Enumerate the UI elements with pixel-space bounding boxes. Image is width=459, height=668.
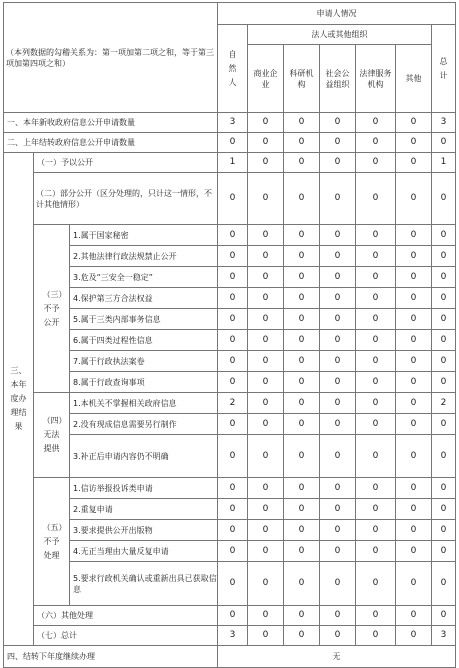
carryover-value: 无	[218, 646, 456, 668]
cell-other: 0	[396, 541, 432, 562]
cell-social-welfare: 0	[320, 541, 356, 562]
cell-research: 0	[284, 562, 320, 606]
header-social-welfare: 社会公益组织	[320, 45, 356, 113]
row-label: 8.属于行政查询事项	[70, 372, 218, 393]
header-research: 科研机构	[284, 45, 320, 113]
cell-legal-service: 0	[356, 153, 396, 173]
cell-natural-person: 0	[218, 478, 248, 499]
applications-statistics-table	[3, 2, 456, 668]
cell-natural-person: 3	[218, 626, 248, 646]
cell-total: 0	[432, 173, 456, 225]
cell-legal-service: 0	[356, 393, 396, 414]
row-label: 5.属于三类内部事务信息	[70, 309, 218, 330]
cell-total: 0	[432, 414, 456, 435]
cell-total: 3	[432, 626, 456, 646]
cell-other: 0	[396, 267, 432, 288]
cell-natural-person: 0	[218, 606, 248, 626]
cell-legal-service: 0	[356, 267, 396, 288]
cell-other: 0	[396, 393, 432, 414]
cell-social-welfare: 0	[320, 173, 356, 225]
row-label: 一、本年新收政府信息公开申请数量	[4, 113, 218, 133]
cell-social-welfare: 0	[320, 288, 356, 309]
cell-research: 0	[284, 246, 320, 267]
section-s4-label: （四）无法提供	[34, 393, 70, 478]
cell-social-welfare: 0	[320, 225, 356, 246]
cell-social-welfare: 0	[320, 606, 356, 626]
cell-other: 0	[396, 372, 432, 393]
row-label: 1.信访举报投诉类申请	[70, 478, 218, 499]
cell-social-welfare: 0	[320, 113, 356, 133]
header-total: 总计	[432, 25, 456, 113]
cell-other: 0	[396, 153, 432, 173]
cell-other: 0	[396, 435, 432, 478]
cell-natural-person: 1	[218, 153, 248, 173]
cell-legal-service: 0	[356, 372, 396, 393]
cell-natural-person: 0	[218, 288, 248, 309]
row-label: 4.无正当理由大量反复申请	[70, 541, 218, 562]
cell-natural-person: 0	[218, 520, 248, 541]
row-label: 4.保护第三方合法权益	[70, 288, 218, 309]
row-label: 1.属于国家秘密	[70, 225, 218, 246]
header-applicant-info: 申请人情况	[218, 3, 456, 25]
cell-social-welfare: 0	[320, 414, 356, 435]
cell-social-welfare: 0	[320, 267, 356, 288]
cell-natural-person: 0	[218, 351, 248, 372]
cell-total: 0	[432, 267, 456, 288]
cell-total: 0	[432, 309, 456, 330]
cell-total: 3	[432, 113, 456, 133]
cell-commercial: 0	[248, 478, 284, 499]
cell-legal-service: 0	[356, 173, 396, 225]
cell-research: 0	[284, 153, 320, 173]
cell-other: 0	[396, 626, 432, 646]
cell-research: 0	[284, 351, 320, 372]
cell-legal-service: 0	[356, 435, 396, 478]
cell-research: 0	[284, 173, 320, 225]
cell-commercial: 0	[248, 499, 284, 520]
cell-natural-person: 3	[218, 113, 248, 133]
cell-total: 0	[432, 288, 456, 309]
cell-commercial: 0	[248, 246, 284, 267]
row-label: 6.属于四类过程性信息	[70, 330, 218, 351]
cell-legal-service: 0	[356, 225, 396, 246]
cell-social-welfare: 0	[320, 246, 356, 267]
cell-legal-service: 0	[356, 113, 396, 133]
cell-commercial: 0	[248, 225, 284, 246]
cell-legal-service: 0	[356, 606, 396, 626]
cell-total: 0	[432, 520, 456, 541]
cell-other: 0	[396, 288, 432, 309]
cell-commercial: 0	[248, 606, 284, 626]
cell-other: 0	[396, 351, 432, 372]
cell-other: 0	[396, 133, 432, 153]
cell-research: 0	[284, 478, 320, 499]
cell-natural-person: 0	[218, 133, 248, 153]
cell-other: 0	[396, 478, 432, 499]
row-label: 二、上年结转政府信息公开申请数量	[4, 133, 218, 153]
cell-other: 0	[396, 520, 432, 541]
cell-social-welfare: 0	[320, 520, 356, 541]
section-third-label: 三、本年度办理结果	[4, 153, 34, 646]
cell-total: 0	[432, 606, 456, 626]
cell-commercial: 0	[248, 113, 284, 133]
cell-commercial: 0	[248, 414, 284, 435]
cell-legal-service: 0	[356, 499, 396, 520]
cell-commercial: 0	[248, 309, 284, 330]
cell-total: 0	[432, 133, 456, 153]
cell-commercial: 0	[248, 153, 284, 173]
cell-commercial: 0	[248, 288, 284, 309]
cell-research: 0	[284, 372, 320, 393]
cell-social-welfare: 0	[320, 372, 356, 393]
header-legal-service: 法律服务机构	[356, 45, 396, 113]
cell-commercial: 0	[248, 133, 284, 153]
cell-research: 0	[284, 133, 320, 153]
cell-legal-service: 0	[356, 133, 396, 153]
cell-legal-service: 0	[356, 246, 396, 267]
cell-research: 0	[284, 288, 320, 309]
cell-other: 0	[396, 499, 432, 520]
cell-natural-person: 0	[218, 267, 248, 288]
cell-commercial: 0	[248, 541, 284, 562]
cell-legal-service: 0	[356, 562, 396, 606]
cell-natural-person: 0	[218, 499, 248, 520]
cell-research: 0	[284, 113, 320, 133]
cell-total: 0	[432, 499, 456, 520]
cell-other: 0	[396, 113, 432, 133]
section-s3-label: （三）不予公开	[34, 225, 70, 393]
cell-research: 0	[284, 541, 320, 562]
cell-total: 2	[432, 393, 456, 414]
row-label: （一）予以公开	[34, 153, 218, 173]
cell-total: 0	[432, 435, 456, 478]
cell-commercial: 0	[248, 267, 284, 288]
cell-legal-service: 0	[356, 351, 396, 372]
row-label: （六）其他处理	[34, 606, 218, 626]
cell-legal-service: 0	[356, 309, 396, 330]
cell-other: 0	[396, 562, 432, 606]
cell-natural-person: 0	[218, 246, 248, 267]
cell-natural-person: 0	[218, 562, 248, 606]
cell-commercial: 0	[248, 393, 284, 414]
cell-commercial: 0	[248, 351, 284, 372]
cell-commercial: 0	[248, 372, 284, 393]
cell-total: 0	[432, 225, 456, 246]
row-label: 3.要求提供公开出版物	[70, 520, 218, 541]
cell-natural-person: 0	[218, 309, 248, 330]
cell-social-welfare: 0	[320, 351, 356, 372]
cell-social-welfare: 0	[320, 478, 356, 499]
cell-research: 0	[284, 225, 320, 246]
cell-research: 0	[284, 435, 320, 478]
row-label: 四、结转下年度继续办理	[4, 646, 218, 668]
cell-research: 0	[284, 606, 320, 626]
cell-other: 0	[396, 246, 432, 267]
cell-natural-person: 0	[218, 414, 248, 435]
cell-total: 0	[432, 541, 456, 562]
cell-total: 0	[432, 478, 456, 499]
cell-other: 0	[396, 606, 432, 626]
cell-natural-person: 0	[218, 330, 248, 351]
cell-natural-person: 2	[218, 393, 248, 414]
cell-natural-person: 0	[218, 225, 248, 246]
cell-other: 0	[396, 330, 432, 351]
cell-legal-service: 0	[356, 520, 396, 541]
cell-natural-person: 0	[218, 372, 248, 393]
row-label: （七）总计	[34, 626, 218, 646]
row-label: 3.补正后申请内容仍不明确	[70, 435, 218, 478]
cell-social-welfare: 0	[320, 499, 356, 520]
row-label: 2.其他法律行政法规禁止公开	[70, 246, 218, 267]
row-label: 2.没有现成信息需要另行制作	[70, 414, 218, 435]
cell-research: 0	[284, 414, 320, 435]
section-s5-label: （五）不予处理	[34, 478, 70, 606]
row-label: 3.危及“三安全一稳定”	[70, 267, 218, 288]
cell-legal-service: 0	[356, 288, 396, 309]
cell-commercial: 0	[248, 562, 284, 606]
cell-commercial: 0	[248, 330, 284, 351]
cell-legal-service: 0	[356, 330, 396, 351]
row-label: 2.重复申请	[70, 499, 218, 520]
cell-total: 0	[432, 246, 456, 267]
cell-social-welfare: 0	[320, 133, 356, 153]
row-label: 5.要求行政机关确认或重新出具已获取信息	[70, 562, 218, 606]
cell-other: 0	[396, 225, 432, 246]
cell-legal-service: 0	[356, 541, 396, 562]
cell-total: 0	[432, 372, 456, 393]
cell-natural-person: 0	[218, 541, 248, 562]
cell-total: 0	[432, 351, 456, 372]
cell-total: 1	[432, 153, 456, 173]
cell-other: 0	[396, 173, 432, 225]
cell-legal-service: 0	[356, 414, 396, 435]
cell-total: 0	[432, 562, 456, 606]
header-other: 其他	[396, 45, 432, 113]
cell-social-welfare: 0	[320, 435, 356, 478]
cell-commercial: 0	[248, 520, 284, 541]
cell-legal-service: 0	[356, 626, 396, 646]
cell-other: 0	[396, 414, 432, 435]
cell-social-welfare: 0	[320, 393, 356, 414]
cell-research: 0	[284, 520, 320, 541]
cell-social-welfare: 0	[320, 309, 356, 330]
cell-total: 0	[432, 330, 456, 351]
cell-natural-person: 0	[218, 435, 248, 478]
cell-research: 0	[284, 626, 320, 646]
cell-social-welfare: 0	[320, 330, 356, 351]
cell-social-welfare: 0	[320, 626, 356, 646]
cell-legal-service: 0	[356, 478, 396, 499]
cell-commercial: 0	[248, 173, 284, 225]
header-legal-org: 法人或其他组织	[248, 25, 432, 45]
row-label: 1.本机关不掌握相关政府信息	[70, 393, 218, 414]
header-note: （本列数据的勾稽关系为：第一项加第二项之和，等于第三项加第四项之和）	[4, 3, 218, 113]
header-commercial: 商业企业	[248, 45, 284, 113]
cell-commercial: 0	[248, 435, 284, 478]
cell-research: 0	[284, 393, 320, 414]
cell-research: 0	[284, 267, 320, 288]
cell-commercial: 0	[248, 626, 284, 646]
cell-research: 0	[284, 330, 320, 351]
row-label: 7.属于行政执法案卷	[70, 351, 218, 372]
header-natural-person: 自然人	[218, 25, 248, 113]
cell-research: 0	[284, 309, 320, 330]
cell-social-welfare: 0	[320, 562, 356, 606]
cell-research: 0	[284, 499, 320, 520]
cell-social-welfare: 0	[320, 153, 356, 173]
cell-other: 0	[396, 309, 432, 330]
cell-natural-person: 0	[218, 173, 248, 225]
row-label: （二）部分公开（区分处理的，只计这一情形，不计其他情形）	[34, 173, 218, 225]
